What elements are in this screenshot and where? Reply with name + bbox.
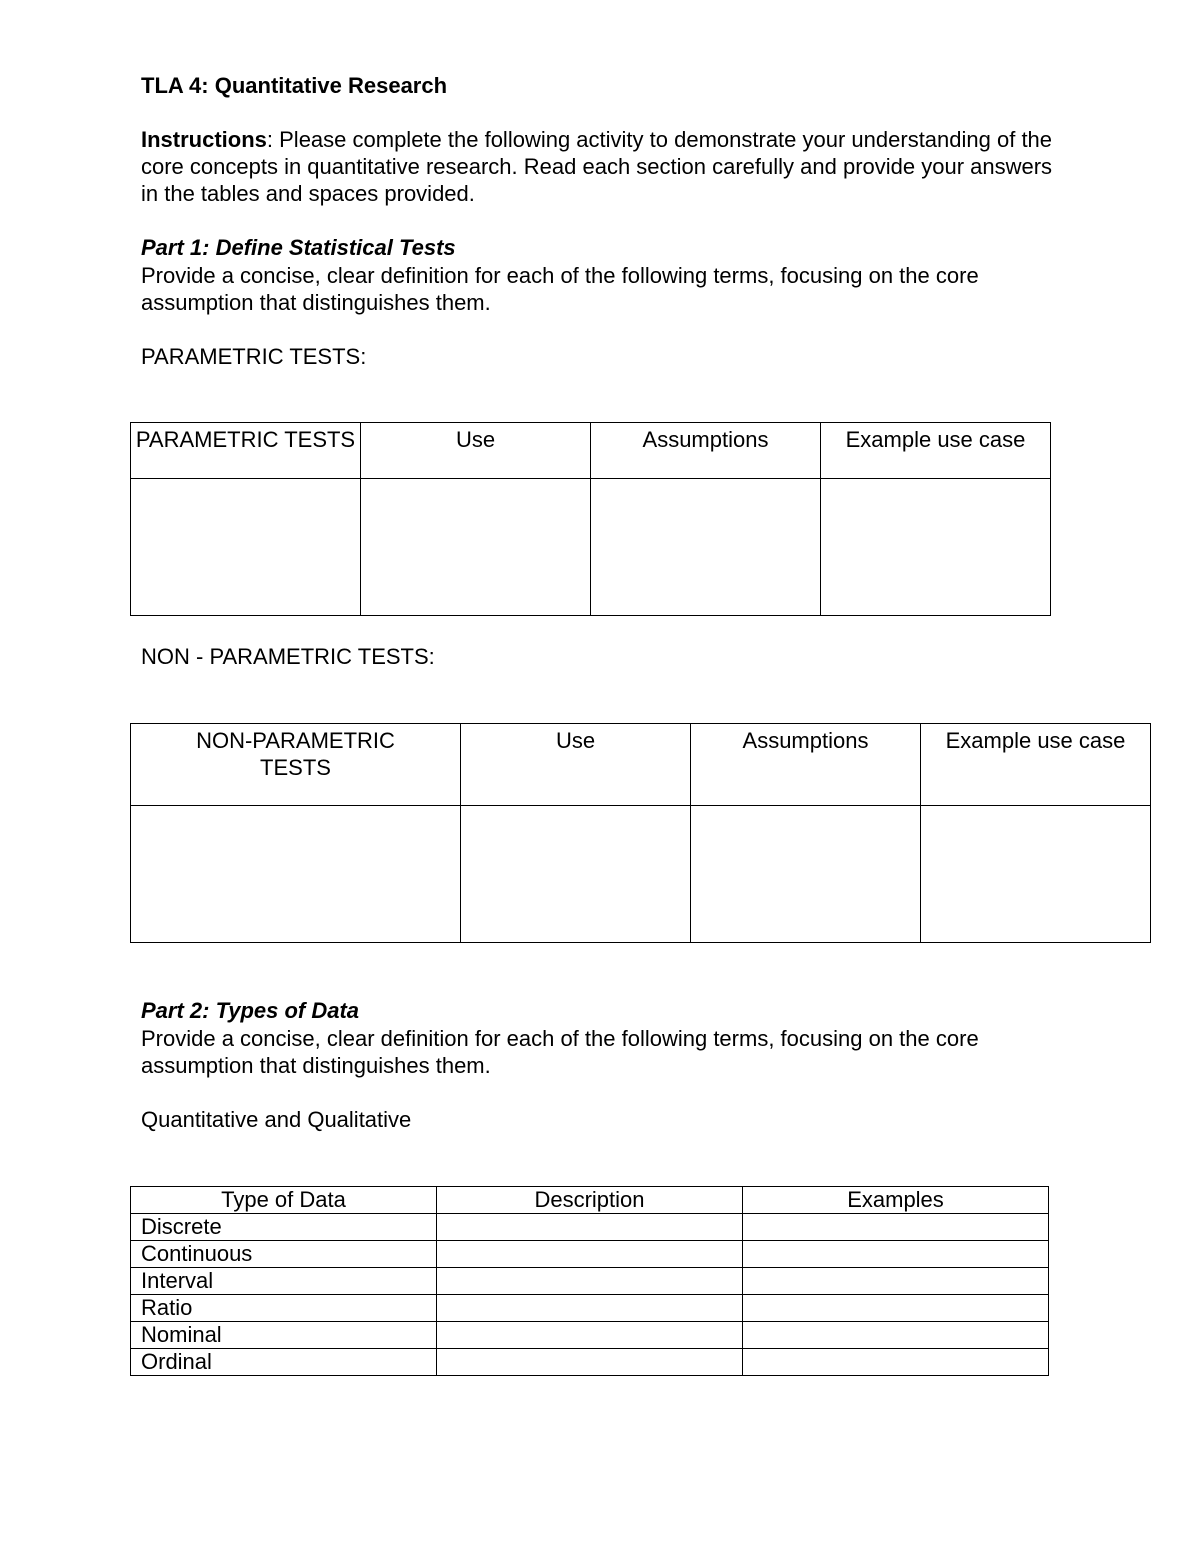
examples-cell[interactable] — [743, 1241, 1049, 1268]
header-cell: Example use case — [821, 423, 1051, 479]
answer-row — [131, 479, 1051, 616]
data-type-cell: Continuous — [131, 1241, 437, 1268]
part2-heading: Part 2: Types of Data — [141, 998, 360, 1023]
instructions-text: : Please complete the following activity to demonstrate your understanding of the core concepts in quantitative research. Read each section carefully and provide your answers in the tables and spaces provided. — [141, 127, 1053, 206]
parametric-tests-table — [130, 422, 1051, 616]
nonparametric-tests-table — [130, 723, 1151, 943]
header-cell: Example use case — [921, 724, 1151, 806]
instructions-label: Instructions — [141, 127, 267, 152]
answer-cell[interactable] — [131, 806, 461, 943]
examples-cell[interactable] — [743, 1214, 1049, 1241]
description-cell[interactable] — [437, 1322, 743, 1349]
header-cell: Assumptions — [691, 724, 921, 806]
data-types-table — [130, 1186, 1049, 1376]
part1-description: Provide a concise, clear definition for each of the following terms, focusing on the core assumption that distinguishes them. — [141, 263, 979, 315]
part2-subheading: Quantitative and Qualitative — [141, 1107, 412, 1132]
description-cell[interactable] — [437, 1295, 743, 1322]
answer-row — [131, 806, 1151, 943]
header-cell: Type of Data — [131, 1187, 437, 1214]
examples-cell[interactable] — [743, 1349, 1049, 1376]
table-row — [131, 1214, 1049, 1241]
answer-cell[interactable] — [691, 806, 921, 943]
description-cell[interactable] — [437, 1214, 743, 1241]
examples-cell[interactable] — [743, 1295, 1049, 1322]
data-type-cell: Discrete — [131, 1214, 437, 1241]
table-header-row — [131, 1187, 1049, 1214]
part2-description: Provide a concise, clear definition for each of the following terms, focusing on the core assumption that distinguishes them. — [141, 1026, 979, 1078]
table-header-row — [131, 724, 1151, 806]
table-row — [131, 1322, 1049, 1349]
page-title: TLA 4: Quantitative Research — [141, 73, 448, 98]
answer-cell[interactable] — [361, 479, 591, 616]
header-cell: Assumptions — [591, 423, 821, 479]
header-cell: Examples — [743, 1187, 1049, 1214]
header-cell: Description — [437, 1187, 743, 1214]
examples-cell[interactable] — [743, 1268, 1049, 1295]
data-type-cell: Ordinal — [131, 1349, 437, 1376]
table-row — [131, 1295, 1049, 1322]
answer-cell[interactable] — [131, 479, 361, 616]
answer-cell[interactable] — [461, 806, 691, 943]
answer-cell[interactable] — [591, 479, 821, 616]
table-row — [131, 1349, 1049, 1376]
header-cell: Use — [461, 724, 691, 806]
table-row — [131, 1241, 1049, 1268]
part1-heading: Part 1: Define Statistical Tests — [141, 235, 456, 260]
instructions-paragraph — [141, 126, 1061, 207]
parametric-label: PARAMETRIC TESTS: — [141, 344, 367, 369]
header-cell: PARAMETRIC TESTS — [131, 423, 361, 479]
data-type-cell: Ratio — [131, 1295, 437, 1322]
nonparametric-label: NON - PARAMETRIC TESTS: — [141, 644, 435, 669]
header-cell: Use — [361, 423, 591, 479]
examples-cell[interactable] — [743, 1322, 1049, 1349]
description-cell[interactable] — [437, 1241, 743, 1268]
table-row — [131, 1268, 1049, 1295]
answer-cell[interactable] — [821, 479, 1051, 616]
description-cell[interactable] — [437, 1268, 743, 1295]
header-cell: NON-PARAMETRIC TESTS — [131, 724, 461, 806]
data-type-cell: Interval — [131, 1268, 437, 1295]
data-type-cell: Nominal — [131, 1322, 437, 1349]
table-header-row — [131, 423, 1051, 479]
description-cell[interactable] — [437, 1349, 743, 1376]
answer-cell[interactable] — [921, 806, 1151, 943]
